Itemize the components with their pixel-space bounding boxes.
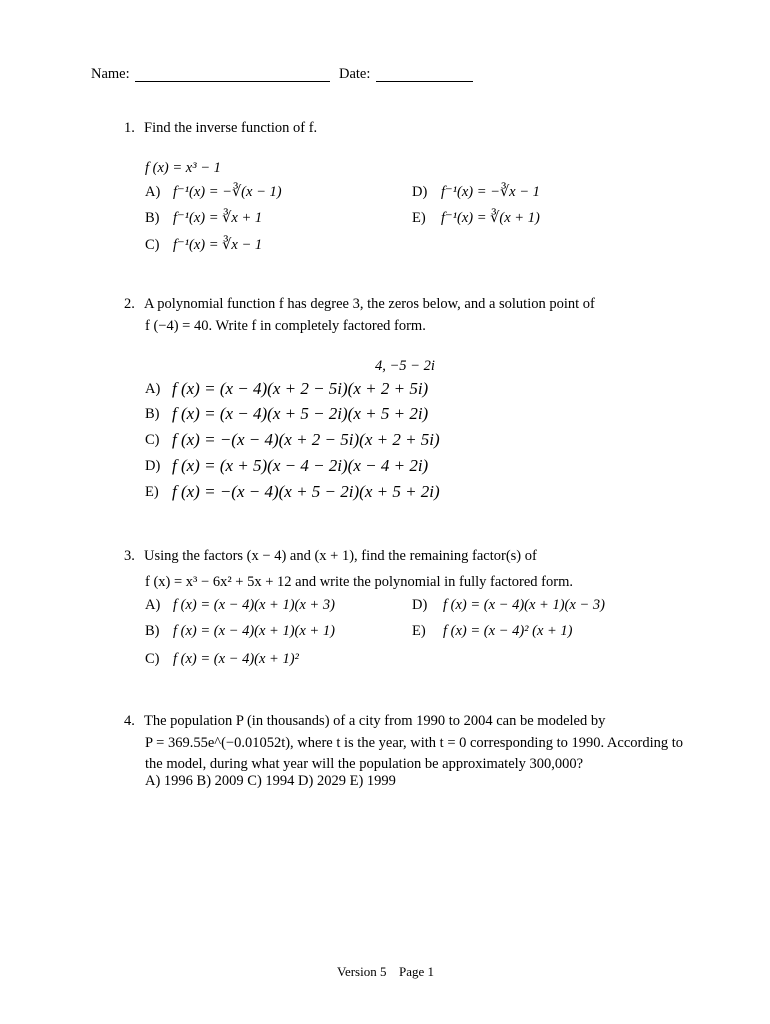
q3-option-e: f (x) = (x − 4)² (x + 1)	[443, 623, 573, 639]
q1-option-e-label: E)	[412, 210, 426, 226]
footer-version: Version 5	[337, 964, 387, 979]
footer-page: Page 1	[399, 964, 435, 979]
q2-option-e-label: E)	[145, 484, 159, 500]
name-label: Name:	[91, 66, 130, 82]
q3-line1: Using the factors (x − 4) and (x + 1), find the remaining factor(s) of	[144, 548, 537, 564]
q1-option-d: f⁻¹(x) = −∛x − 1	[441, 184, 540, 200]
q2-option-b: f (x) = (x − 4)(x + 5 − 2i)(x + 5 + 2i)	[172, 404, 429, 423]
q2-option-a: f (x) = (x − 4)(x + 2 − 5i)(x + 2 + 5i)	[172, 379, 429, 398]
q1-option-c: f⁻¹(x) = ∛x − 1	[173, 237, 263, 253]
q2-option-b-label: B)	[145, 406, 160, 422]
q2-option-e: f (x) = −(x − 4)(x + 5 − 2i)(x + 5 + 2i)	[172, 482, 440, 501]
q1-option-e: f⁻¹(x) = ∛(x + 1)	[441, 210, 540, 226]
q3-option-c-label: C)	[145, 651, 160, 667]
q1-given: f (x) = x³ − 1	[145, 160, 221, 176]
q1-option-d-label: D)	[412, 184, 428, 200]
q1-option-b: f⁻¹(x) = ∛x + 1	[173, 210, 263, 226]
q1-option-c-label: C)	[145, 237, 160, 253]
q4-line3: the model, during what year will the population be approximately 300,000?	[145, 756, 584, 772]
q3-option-d-label: D)	[412, 597, 428, 613]
q3-option-d: f (x) = (x − 4)(x + 1)(x − 3)	[443, 597, 605, 613]
q2-option-c: f (x) = −(x − 4)(x + 2 − 5i)(x + 2 + 5i)	[172, 430, 440, 449]
q2-option-a-label: A)	[145, 381, 161, 397]
q3-option-b: f (x) = (x − 4)(x + 1)(x + 1)	[173, 623, 335, 639]
q4-line2: P = 369.55e^(−0.01052t), where t is the year, with t = 0 corresponding to 1990. According to	[145, 735, 684, 751]
date-label: Date:	[339, 66, 371, 82]
q3-option-a: f (x) = (x − 4)(x + 1)(x + 3)	[173, 597, 335, 613]
q2-line2: f (−4) = 40. Write f in completely factored form.	[145, 318, 426, 334]
q4-line1: The population P (in thousands) of a city from 1990 to 2004 can be modeled by	[144, 713, 606, 729]
q3-option-b-label: B)	[145, 623, 160, 639]
q4-number: 4.	[124, 713, 135, 729]
q2-option-d: f (x) = (x + 5)(x − 4 − 2i)(x − 4 + 2i)	[172, 456, 429, 475]
q3-line2: f (x) = x³ − 6x² + 5x + 12 and write the polynomial in fully factored form.	[145, 574, 573, 590]
q1-option-b-label: B)	[145, 210, 160, 226]
q3-option-c: f (x) = (x − 4)(x + 1)²	[173, 651, 299, 667]
q1-option-a: f⁻¹(x) = −∛(x − 1)	[173, 184, 282, 200]
q2-zeros: 4, −5 − 2i	[375, 358, 435, 374]
q3-option-e-label: E)	[412, 623, 426, 639]
q1-number: 1.	[124, 120, 135, 136]
q1-option-a-label: A)	[145, 184, 161, 200]
q3-option-a-label: A)	[145, 597, 161, 613]
name-blank-line[interactable]	[135, 81, 330, 82]
q2-number: 2.	[124, 296, 135, 312]
q2-option-c-label: C)	[145, 432, 160, 448]
q2-line1: A polynomial function f has degree 3, the zeros below, and a solution point of	[144, 296, 595, 312]
q4-answers: A) 1996 B) 2009 C) 1994 D) 2029 E) 1999	[145, 773, 396, 789]
date-blank-line[interactable]	[376, 81, 473, 82]
q3-number: 3.	[124, 548, 135, 564]
q2-option-d-label: D)	[145, 458, 161, 474]
q1-prompt: Find the inverse function of f.	[144, 120, 318, 136]
